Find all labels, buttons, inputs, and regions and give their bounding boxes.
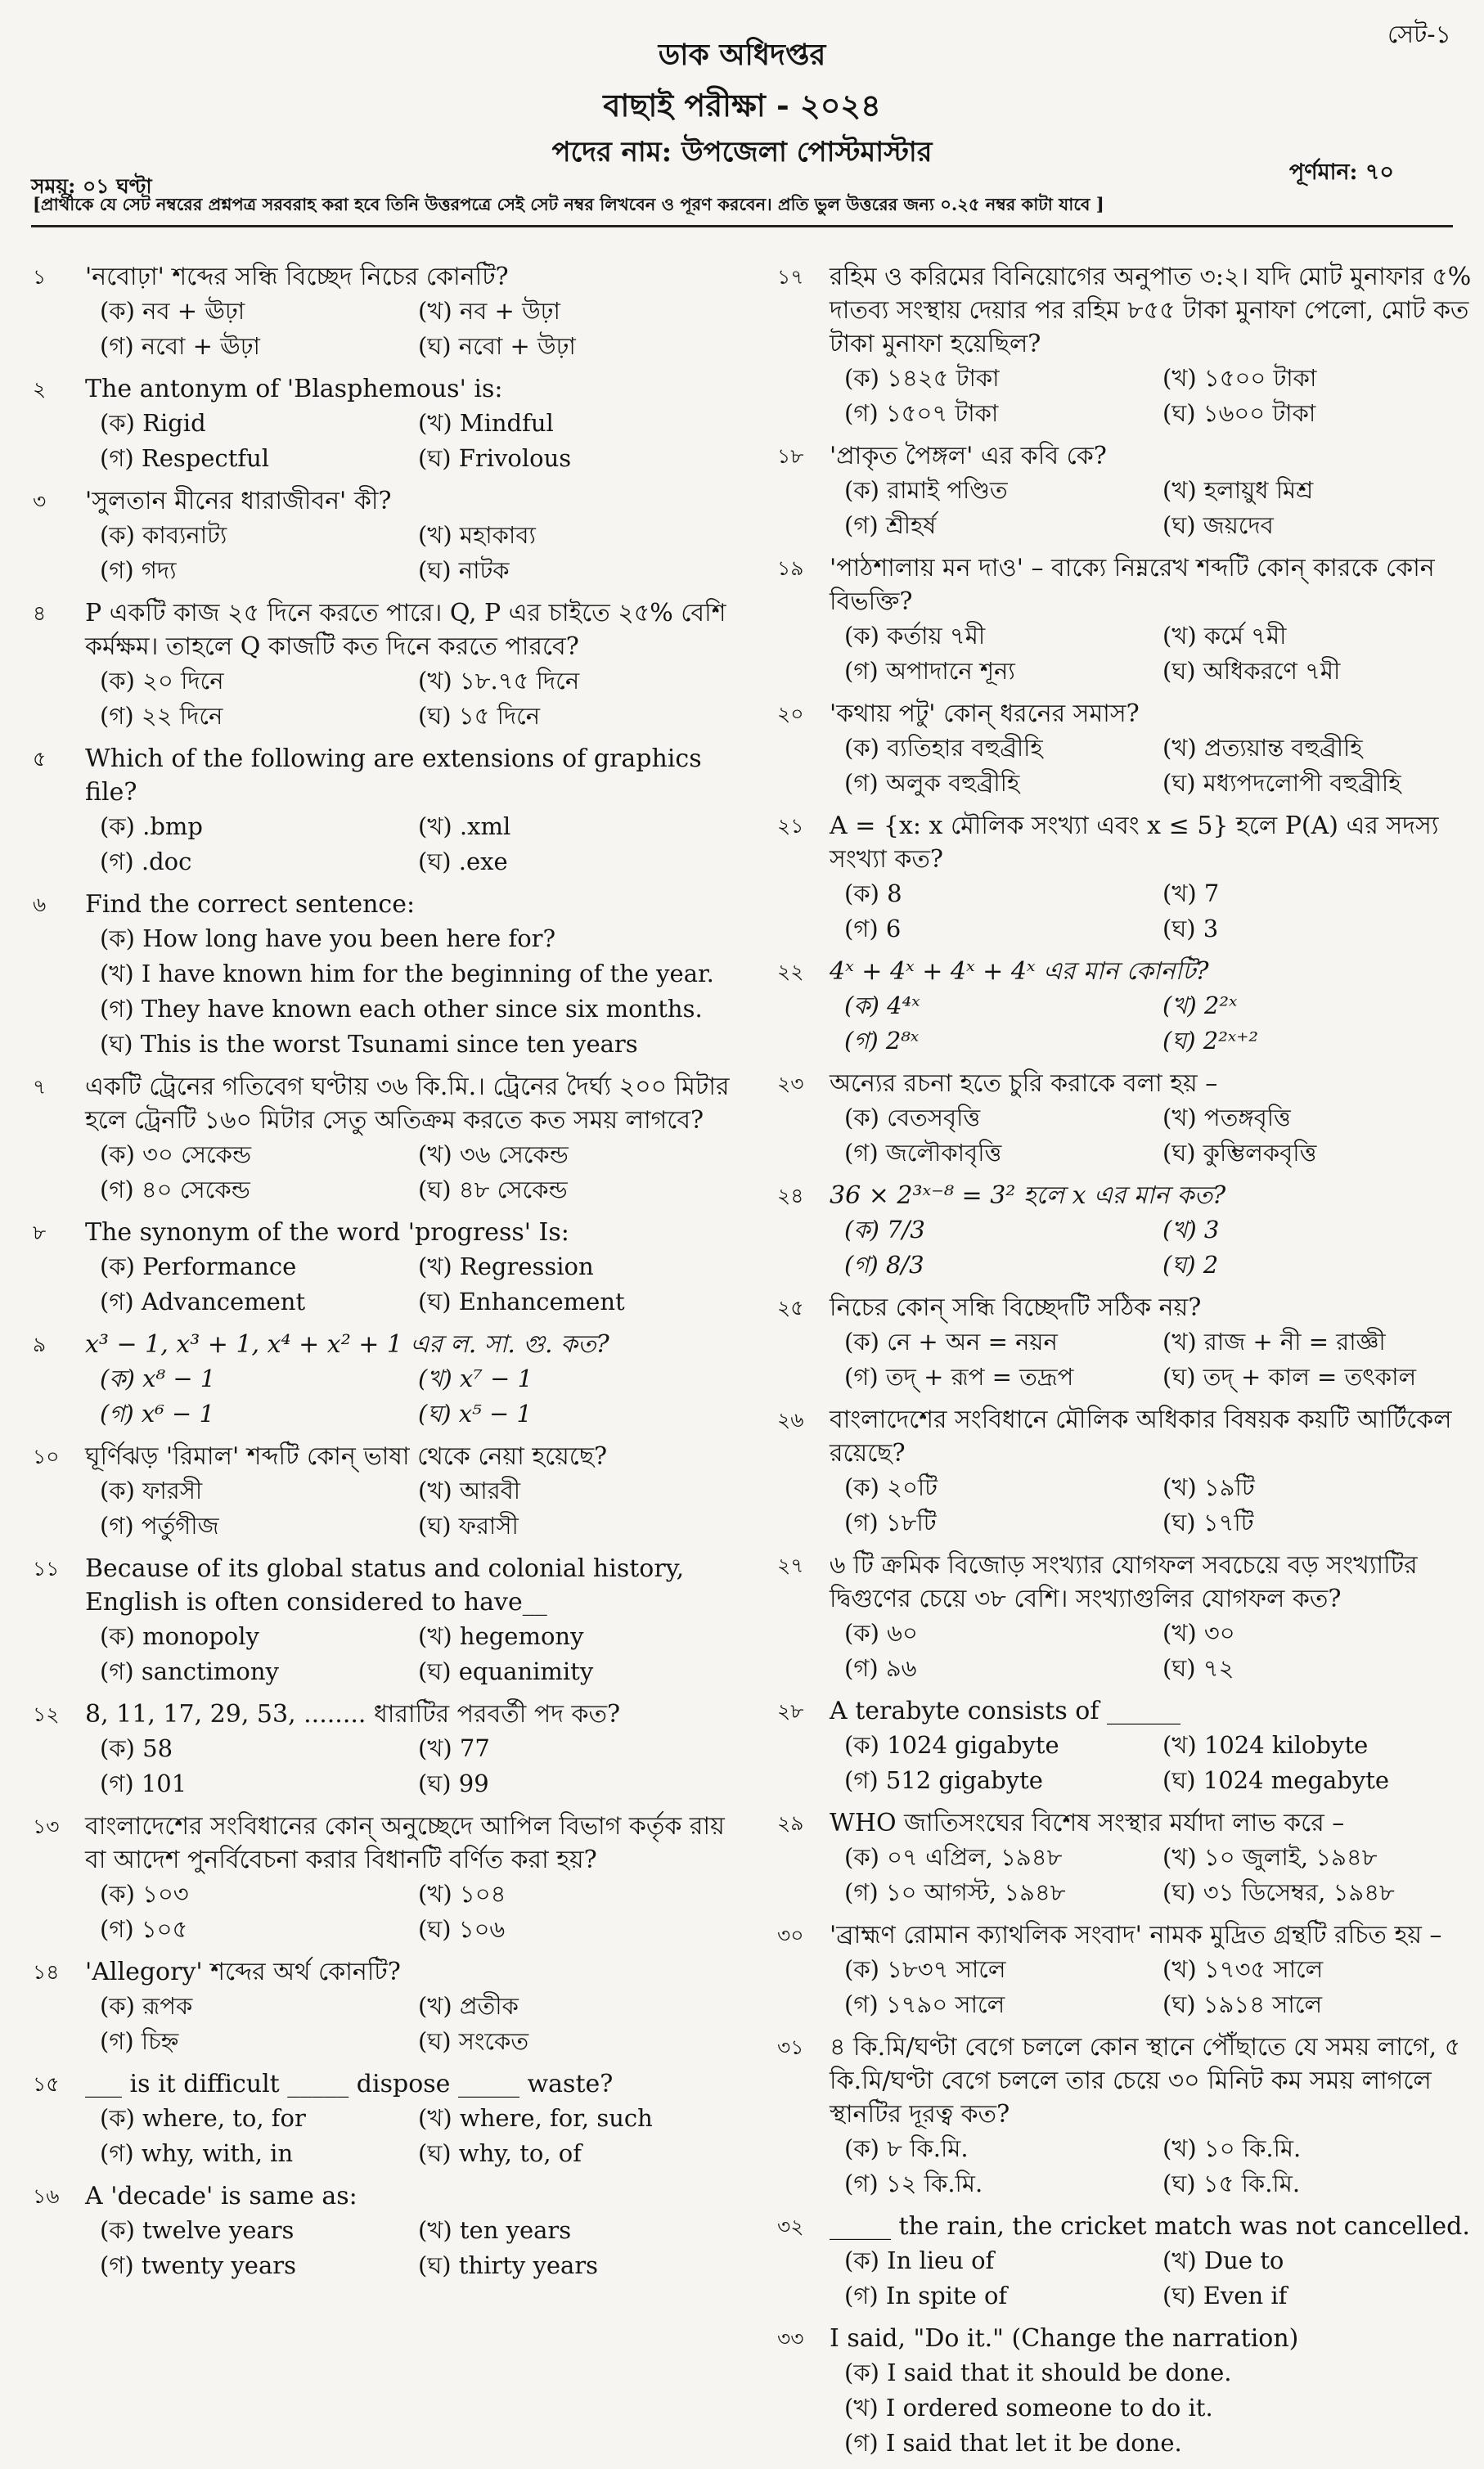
question-number: ২৯ — [777, 1811, 804, 1835]
answer-option: (খ) রাজ + নী = রাজ্ঞী — [1162, 1328, 1386, 1356]
question-item — [33, 1955, 736, 2059]
question-number: ১৬ — [33, 2184, 60, 2208]
question-text: 8, 11, 17, 29, 53, ........ ধারাটির পরবর্তী পদ কত? — [85, 1700, 621, 1729]
answer-option: (গ) জলৌকাবৃত্তি — [844, 1139, 1002, 1167]
answer-option: (ক) How long have you been here for? — [100, 924, 556, 952]
answer-option: (ঘ) তদ্ + কাল = তৎকাল — [1162, 1363, 1417, 1391]
question-item — [33, 1810, 736, 1947]
answer-option: (ক) ৮ কি.মি. — [844, 2134, 969, 2162]
answer-options — [85, 1361, 736, 1432]
answer-option: (গ) why, with, in — [100, 2139, 294, 2167]
question-number: ৯ — [33, 1333, 47, 1356]
question-item — [33, 1552, 736, 1689]
answer-option: (ক) Rigid — [100, 409, 206, 437]
answer-options — [830, 1324, 1481, 1395]
answer-option: (ঘ) 1024 megabyte — [1162, 1766, 1390, 1794]
answer-options — [830, 1616, 1481, 1686]
question-text: Because of its global status and colonial history, English is often considered to have__ — [85, 1554, 685, 1617]
answer-option: (ঘ) why, to, of — [418, 2139, 582, 2167]
answer-option: (খ) I ordered someone to do it. — [844, 2394, 1213, 2422]
answer-option: (ঘ) x⁵ − 1 — [418, 1400, 532, 1428]
answer-option: (ঘ) ১৯১৪ সালে — [1162, 1990, 1323, 2018]
answer-option: (ঘ) Even if — [1162, 2282, 1288, 2309]
question-number: ২৩ — [777, 1072, 804, 1095]
question-item — [33, 742, 736, 879]
question-number: ৬ — [33, 893, 47, 916]
answer-option: (গ) ১২ কি.মি. — [844, 2170, 983, 2197]
answer-options — [830, 618, 1481, 689]
answer-option: (খ) ১৭৩৫ সালে — [1162, 1955, 1324, 1983]
answer-option: (গ) তদ্ + রূপ = তদ্রূপ — [844, 1363, 1074, 1391]
answer-option: (ঘ) 2²ˣ⁺² — [1162, 1027, 1259, 1055]
question-item — [777, 1549, 1481, 1686]
answer-option: (গ) Advancement — [100, 1288, 306, 1315]
answer-options — [85, 921, 736, 1062]
answer-option: (ক) রামাই পণ্ডিত — [844, 476, 1008, 504]
answer-option: (ঘ) সংকেত — [418, 2027, 529, 2055]
answer-option: (ঘ) ১৫ দিনে — [418, 702, 541, 730]
answer-option: (গ) ৪০ সেকেন্ড — [100, 1176, 250, 1203]
question-item — [33, 1698, 736, 1801]
answer-option: (গ) 6 — [844, 915, 902, 942]
answer-option: (ক) Performance — [100, 1252, 297, 1280]
answer-option: (গ) গদ্য — [100, 556, 177, 584]
question-text: ঘূর্ণিঝড় 'রিমাল' শব্দটি কোন্ ভাষা থেকে নেয়া হয়েছে? — [85, 1442, 608, 1471]
answer-option: (ক) নে + অন = নয়ন — [844, 1328, 1058, 1356]
answer-option: (খ) Mindful — [418, 409, 554, 437]
question-number: ১২ — [33, 1702, 60, 1726]
answer-options — [830, 1212, 1481, 1283]
question-item — [777, 2322, 1481, 2461]
answer-option: (খ) পতঙ্গবৃত্তি — [1162, 1104, 1291, 1131]
answer-option: (ক) ১৮৩৭ সালে — [844, 1955, 1006, 1983]
question-number: ১৩ — [33, 1815, 60, 1838]
question-item — [777, 439, 1481, 543]
answer-option: (খ) ১৯টি — [1162, 1473, 1255, 1501]
answer-option: (খ) হলায়ুধ মিশ্র — [1162, 476, 1314, 504]
answer-option: (ক) নব + ঊঢ়া — [100, 297, 245, 325]
answer-options — [830, 1728, 1481, 1798]
answer-option: (গ) শ্রীহর্ষ — [844, 511, 937, 539]
set-label: সেট-১ — [1387, 20, 1451, 49]
question-number: ১৯ — [777, 556, 804, 580]
answer-option: (খ) মহাকাব্য — [418, 521, 536, 549]
question-text: বাংলাদেশের সংবিধানে মৌলিক অধিকার বিষয়ক কয়টি আর্টিকেল রয়েছে? — [830, 1405, 1452, 1468]
question-item — [33, 1070, 736, 1208]
answer-option: (খ) hegemony — [418, 1622, 584, 1650]
question-text: Find the correct sentence: — [85, 890, 416, 919]
question-text: 'প্রাকৃত পৈঙ্গল' এর কবি কে? — [830, 442, 1107, 470]
answer-options — [85, 1877, 736, 1947]
answer-options — [830, 1470, 1481, 1540]
answer-option: (ঘ) Frivolous — [418, 444, 572, 472]
answer-options — [85, 2101, 736, 2171]
answer-options — [85, 1989, 736, 2059]
question-text: ৬ টি ক্রমিক বিজোড় সংখ্যার যোগফল সবচেয়ে বড় সংখ্যাটির দ্বিগুণের চেয়ে ৩৮ বেশি। সংখ্যাগুলির যোগফল কত? — [830, 1551, 1418, 1613]
answer-option: (ঘ) কুম্ভিলকবৃত্তি — [1162, 1139, 1317, 1167]
question-item — [777, 1806, 1481, 1910]
answer-option: (গ) অলুক বহুব্রীহি — [844, 769, 1020, 797]
answer-option: (ক) বেতসবৃত্তি — [844, 1104, 981, 1131]
answer-option: (ঘ) মধ্যপদলোপী বহুব্রীহি — [1162, 769, 1401, 797]
question-number: ২৬ — [777, 1408, 804, 1432]
question-item — [777, 1403, 1481, 1540]
answer-option: (ক) ৬০ — [844, 1619, 918, 1647]
answer-option: (গ) নবো + ঊঢ়া — [100, 332, 260, 360]
answer-option: (গ) ১৮টি — [844, 1509, 937, 1536]
question-text: বাংলাদেশের সংবিধানের কোন্ অনুচ্ছেদে আপিল বিভাগ কর্তৃক রায় বা আদেশ পুনর্বিবেচনা করার বিধানটি বর্ণিত করা হয়? — [85, 1812, 725, 1874]
answer-option: (গ) 101 — [100, 1770, 187, 1797]
question-number: ২২ — [777, 960, 804, 983]
answer-option: (ঘ) .exe — [418, 848, 508, 875]
answer-option: (গ) 8/3 — [844, 1251, 924, 1279]
answer-options — [830, 1952, 1481, 2022]
question-item — [777, 1918, 1481, 2022]
question-item — [33, 2179, 736, 2283]
answer-option: (গ) In spite of — [844, 2282, 1008, 2309]
answer-option: (গ) x⁶ − 1 — [100, 1400, 215, 1428]
answer-option: (ক) ০৭ এপ্রিল, ১৯৪৮ — [844, 1843, 1063, 1871]
answer-option: (খ) ১০৪ — [418, 1880, 506, 1908]
answer-option: (খ) কর্মে ৭মী — [1162, 622, 1287, 650]
answer-option: (ঘ) জয়দেব — [1162, 511, 1274, 539]
answer-option: (খ) 2²ˣ — [1162, 992, 1238, 1019]
question-item — [33, 484, 736, 588]
answer-option: (ক) 58 — [100, 1734, 173, 1762]
question-number: ৩২ — [777, 2215, 804, 2238]
answer-options — [85, 1731, 736, 1801]
question-number: ২০ — [777, 702, 804, 726]
answer-option: (ক) x⁸ − 1 — [100, 1365, 216, 1392]
answer-option: (ঘ) This is the worst Tsunami since ten years — [100, 1030, 638, 1058]
answer-options — [85, 518, 736, 588]
question-number: ১৫ — [33, 2072, 60, 2096]
question-number: ৩১ — [777, 2035, 804, 2059]
question-text: ৪ কি.মি/ঘণ্টা বেগে চললে কোন স্থানে পৌঁছাতে যে সময় লাগে, ৫ কি.মি/ঘণ্টা বেগে চললে তার চেয়ে ৩০ মিনিট কম সময় লাগলে স্থানটির দূরত্ব কত? — [830, 2033, 1461, 2129]
answer-option: (খ) ১৫০০ টাকা — [1162, 364, 1317, 392]
answer-options — [830, 988, 1481, 1059]
answer-option: (ক) ফারসী — [100, 1477, 203, 1504]
answer-option: (ক) I said that it should be done. — [844, 2359, 1232, 2386]
answer-option: (ক) 7/3 — [844, 1216, 925, 1243]
question-text: নিচের কোন্ সন্ধি বিচ্ছেদটি সঠিক নয়? — [830, 1293, 1202, 1322]
answer-option: (ক) ৩০ সেকেন্ড — [100, 1140, 252, 1168]
question-item — [33, 1216, 736, 1320]
answer-option: (ক) ব্যতিহার বহুব্রীহি — [844, 734, 1043, 762]
answer-option: (গ) .doc — [100, 848, 192, 875]
answer-option: (ক) কাব্যনাট্য — [100, 521, 227, 549]
question-number: ২৮ — [777, 1699, 804, 1723]
answer-option: (খ) প্রতীক — [418, 1992, 519, 2020]
answer-options — [85, 1249, 736, 1320]
answer-options — [830, 731, 1481, 801]
answer-option: (খ) 77 — [418, 1734, 490, 1762]
exam-time: সময়: ০১ ঘণ্টা — [31, 174, 152, 198]
answer-option: (গ) They have known each other since six months. — [100, 995, 703, 1023]
question-item — [33, 1440, 736, 1544]
question-number: ২ — [33, 377, 47, 401]
question-text: A 'decade' is same as: — [85, 2182, 358, 2210]
answer-option: (ক) ১৪২৫ টাকা — [844, 364, 1000, 392]
answer-option: (খ) ৩০ — [1162, 1619, 1235, 1647]
answer-options — [830, 1840, 1481, 1910]
question-text: The antonym of 'Blasphemous' is: — [85, 375, 503, 403]
answer-option: (ঘ) 99 — [418, 1770, 489, 1797]
question-number: ১৮ — [777, 444, 804, 468]
question-number: ২১ — [777, 814, 804, 838]
answer-option: (গ) sanctimony — [100, 1657, 279, 1685]
answer-option: (খ) 7 — [1162, 879, 1220, 907]
answer-option: (ঘ) ৭২ — [1162, 1654, 1234, 1682]
question-text: 'কথায় পটু' কোন্ ধরনের সমাস? — [830, 699, 1140, 728]
question-text: 36 × 2³ˣ⁻⁸ = 3² হলে x এর মান কত? — [830, 1181, 1226, 1210]
question-text: WHO জাতিসংঘের বিশেষ সংস্থার মর্যাদা লাভ করে – — [830, 1809, 1345, 1837]
question-text: P একটি কাজ ২৫ দিনে করতে পারে। Q, P এর চাইতে ২৫% বেশি কর্মক্ষম। তাহলে Q কাজটি কত দিনে করতে পারবে? — [85, 599, 726, 661]
question-text: x³ − 1, x³ + 1, x⁴ + x² + 1 এর ল. সা. গু. কত? — [85, 1330, 609, 1359]
answer-option: (ঘ) 2 — [1162, 1251, 1219, 1279]
question-text: রহিম ও করিমের বিনিয়োগের অনুপাত ৩:২। যদি মোট মুনাফার ৫% দাতব্য সংস্থায় দেয়ার পর রহিম ৮৫৫ টাকা মুনাফা পেলো, মোট কত টাকা মুনাফা হয়েছিল? — [830, 263, 1472, 358]
question-item — [777, 2031, 1481, 2201]
question-number: ২৭ — [777, 1554, 804, 1577]
answer-option: (ক) In lieu of — [844, 2246, 995, 2274]
answer-option: (খ) ১৮.৭৫ দিনে — [418, 667, 580, 695]
answer-options — [830, 361, 1481, 431]
question-item — [33, 260, 736, 364]
question-number: ৪ — [33, 601, 47, 625]
answer-option: (গ) 2⁸ˣ — [844, 1027, 920, 1055]
answer-option: (গ) Respectful — [100, 444, 270, 472]
answer-option: (গ) I said that let it be done. — [844, 2429, 1182, 2457]
question-text: 'ব্রাহ্মণ রোমান ক্যাথলিক সংবাদ' নামক মুদ্রিত গ্রন্থটি রচিত হয় – — [830, 1921, 1442, 1950]
question-text: A terabyte consists of ______ — [830, 1697, 1180, 1725]
answer-option: (খ) ১০ কি.মি. — [1162, 2134, 1302, 2162]
answer-options — [830, 473, 1481, 543]
answer-option: (ক) ১০৩ — [100, 1880, 189, 1908]
question-text: 4ˣ + 4ˣ + 4ˣ + 4ˣ এর মান কোনটি? — [830, 957, 1209, 986]
answer-option: (খ) Due to — [1162, 2246, 1284, 2274]
answer-options — [85, 1137, 736, 1208]
answer-options — [85, 294, 736, 364]
answer-options — [830, 1100, 1481, 1171]
question-text: _____ the rain, the cricket match was not cancelled. — [830, 2212, 1470, 2241]
question-number: ৮ — [33, 1221, 47, 1244]
question-number: ৩৩ — [777, 2327, 804, 2350]
answer-option: (ক) where, to, for — [100, 2104, 306, 2132]
answer-options — [830, 2355, 1481, 2461]
answer-option: (ঘ) ৪৮ সেকেন্ড — [418, 1176, 568, 1203]
answer-option: (ক) twelve years — [100, 2216, 295, 2244]
question-number: ৫ — [33, 747, 47, 771]
answer-option: (খ) ১০ জুলাই, ১৯৪৮ — [1162, 1843, 1378, 1871]
answer-option: (গ) ১৫০৭ টাকা — [844, 399, 999, 427]
answer-option: (গ) ১০ আগস্ট, ১৯৪৮ — [844, 1878, 1066, 1906]
answer-option: (খ) I have known him for the beginning of the year. — [100, 960, 714, 987]
answer-options — [830, 2131, 1481, 2201]
question-number: ৭ — [33, 1075, 47, 1099]
question-item — [33, 2067, 736, 2171]
full-marks: পূর্ণমান: ৭০ — [1288, 160, 1394, 185]
answer-option: (খ) প্রত্যয়ান্ত বহুব্রীহি — [1162, 734, 1363, 762]
answer-option: (খ) নব + উঢ়া — [418, 297, 560, 325]
answer-option: (ঘ) ১০৬ — [418, 1915, 506, 1943]
question-item — [777, 697, 1481, 801]
answer-option: (খ) আরবী — [418, 1477, 521, 1504]
answer-option: (গ) ১০৫ — [100, 1915, 188, 1943]
question-number: ২৪ — [777, 1184, 804, 1208]
answer-option: (গ) ১৭৯০ সালে — [844, 1990, 1005, 2018]
answer-option: (ঘ) ১৬০০ টাকা — [1162, 399, 1316, 427]
question-text: একটি ট্রেনের গতিবেগ ঘণ্টায় ৩৬ কি.মি.। ট্রেনের দৈর্ঘ্য ২০০ মিটার হলে ট্রেনটি ১৬০ মিটার সেতু অতিক্রম করতে কত সময় লাগবে? — [85, 1073, 730, 1135]
answer-option: (ঘ) equanimity — [418, 1657, 594, 1685]
question-item — [777, 551, 1481, 689]
answer-options — [85, 1473, 736, 1544]
question-item — [33, 372, 736, 476]
question-item — [777, 1179, 1481, 1283]
question-text: The synonym of the word 'progress' Is: — [85, 1218, 569, 1247]
answer-option: (ক) monopoly — [100, 1622, 259, 1650]
exam-title: বাছাই পরীক্ষা - ২০২৪ — [603, 87, 881, 124]
answer-options — [85, 663, 736, 734]
answer-option: (ক) 1024 gigabyte — [844, 1731, 1059, 1759]
answer-option: (ক) ২০ দিনে — [100, 667, 224, 695]
question-item — [777, 1067, 1481, 1171]
question-item — [777, 1291, 1481, 1395]
question-number: ১৪ — [33, 1960, 60, 1984]
organization-title: ডাক অধিদপ্তর — [658, 38, 826, 72]
question-text: 'সুলতান মীনের ধারাজীবন' কী? — [85, 487, 392, 515]
answer-option: (খ) 3 — [1162, 1216, 1220, 1243]
answer-option: (খ) ten years — [418, 2216, 572, 2244]
answer-option: (খ) Regression — [418, 1252, 594, 1280]
question-text: Which of the following are extensions of graphics file? — [85, 744, 702, 807]
question-item — [777, 2210, 1481, 2314]
answer-options — [85, 406, 736, 476]
answer-option: (গ) twenty years — [100, 2251, 297, 2279]
exam-header — [0, 0, 1484, 221]
question-number: ২৫ — [777, 1296, 804, 1320]
answer-option: (গ) অপাদানে শূন্য — [844, 657, 1015, 685]
question-number: ৩০ — [777, 1923, 804, 1947]
answer-option: (ক) ২০টি — [844, 1473, 938, 1501]
answer-option: (ঘ) ১৭টি — [1162, 1509, 1254, 1536]
question-text: অন্যের রচনা হতে চুরি করাকে বলা হয় – — [830, 1069, 1218, 1098]
question-text: ___ is it difficult _____ dispose _____ waste? — [85, 2070, 614, 2098]
question-text: 'নবোঢ়া' শব্দের সন্ধি বিচ্ছেদ নিচের কোনটি? — [85, 263, 509, 291]
question-item — [33, 888, 736, 1062]
answer-option: (ক) .bmp — [100, 812, 203, 840]
answer-option: (ঘ) ফরাসী — [418, 1512, 519, 1540]
post-title: পদের নাম: উপজেলা পোস্টমাস্টার — [551, 136, 933, 169]
answer-option: (ঘ) Enhancement — [418, 1288, 625, 1315]
answer-options — [85, 1619, 736, 1689]
question-text: I said, "Do it." (Change the narration) — [830, 2324, 1299, 2353]
answer-options — [85, 2213, 736, 2283]
answer-options — [85, 809, 736, 879]
answer-option: (খ) x⁷ − 1 — [418, 1365, 533, 1392]
answer-option: (গ) ২২ দিনে — [100, 702, 223, 730]
answer-option: (ঘ) ১৫ কি.মি. — [1162, 2170, 1301, 2197]
answer-option: (ঘ) নবো + উঢ়া — [418, 332, 576, 360]
question-number: ৩ — [33, 489, 47, 513]
question-text: 'Allegory' শব্দের অর্থ কোনটি? — [85, 1958, 401, 1986]
answer-option: (খ) 1024 kilobyte — [1162, 1731, 1369, 1759]
answer-option: (ঘ) ৩১ ডিসেম্বর, ১৯৪৮ — [1162, 1878, 1395, 1906]
question-item — [33, 596, 736, 734]
answer-option: (ক) কর্তায় ৭মী — [844, 622, 986, 650]
answer-option: (ঘ) thirty years — [418, 2251, 599, 2279]
question-number: ১০ — [33, 1445, 60, 1468]
question-item — [777, 260, 1481, 431]
right-question-column — [777, 260, 1481, 2469]
answer-options — [830, 2243, 1481, 2314]
question-item — [777, 955, 1481, 1059]
question-item — [777, 1694, 1481, 1798]
question-text: 'পাঠশালায় মন দাও' – বাক্যে নিম্নরেখ শব্দটি কোন্ কারকে কোন বিভক্তি? — [830, 554, 1435, 616]
question-number: ১১ — [33, 1557, 60, 1581]
question-item — [777, 809, 1481, 947]
answer-option: (ক) রূপক — [100, 1992, 193, 2020]
answer-option: (গ) 512 gigabyte — [844, 1766, 1043, 1794]
answer-option: (খ) where, for, such — [418, 2104, 653, 2132]
question-number: ১ — [33, 265, 47, 289]
header-divider — [31, 225, 1453, 227]
answer-option: (গ) পর্তুগীজ — [100, 1512, 219, 1540]
answer-option: (গ) চিহ্ন — [100, 2027, 179, 2055]
answer-option: (ক) 4⁴ˣ — [844, 992, 920, 1019]
answer-option: (খ) ৩৬ সেকেন্ড — [418, 1140, 569, 1168]
question-text: A = {x: x মৌলিক সংখ্যা এবং x ≤ 5} হলে P(A) এর সদস্য সংখ্যা কত? — [830, 812, 1439, 874]
answer-option: (ঘ) অধিকরণে ৭মী — [1162, 657, 1341, 685]
instruction-line: [প্রার্থীকে যে সেট নম্বরের প্রশ্নপত্র সরবরাহ করা হবে তিনি উত্তরপত্রে সেই সেট নম্বর লিখবেন ও পূরণ করবেন। প্রতি ভুল উত্তরের জন্য ০.২৫ নম্বর কাটা যাবে ] — [33, 194, 1104, 214]
answer-options — [830, 876, 1481, 947]
answer-option: (খ) .xml — [418, 812, 511, 840]
answer-option: (ক) 8 — [844, 879, 902, 907]
left-question-column — [33, 260, 736, 2291]
question-item — [33, 1328, 736, 1432]
answer-option: (গ) ৯৬ — [844, 1654, 917, 1682]
question-number: ১৭ — [777, 265, 804, 289]
answer-option: (ঘ) 3 — [1162, 915, 1219, 942]
answer-option: (ঘ) নাটক — [418, 556, 510, 584]
